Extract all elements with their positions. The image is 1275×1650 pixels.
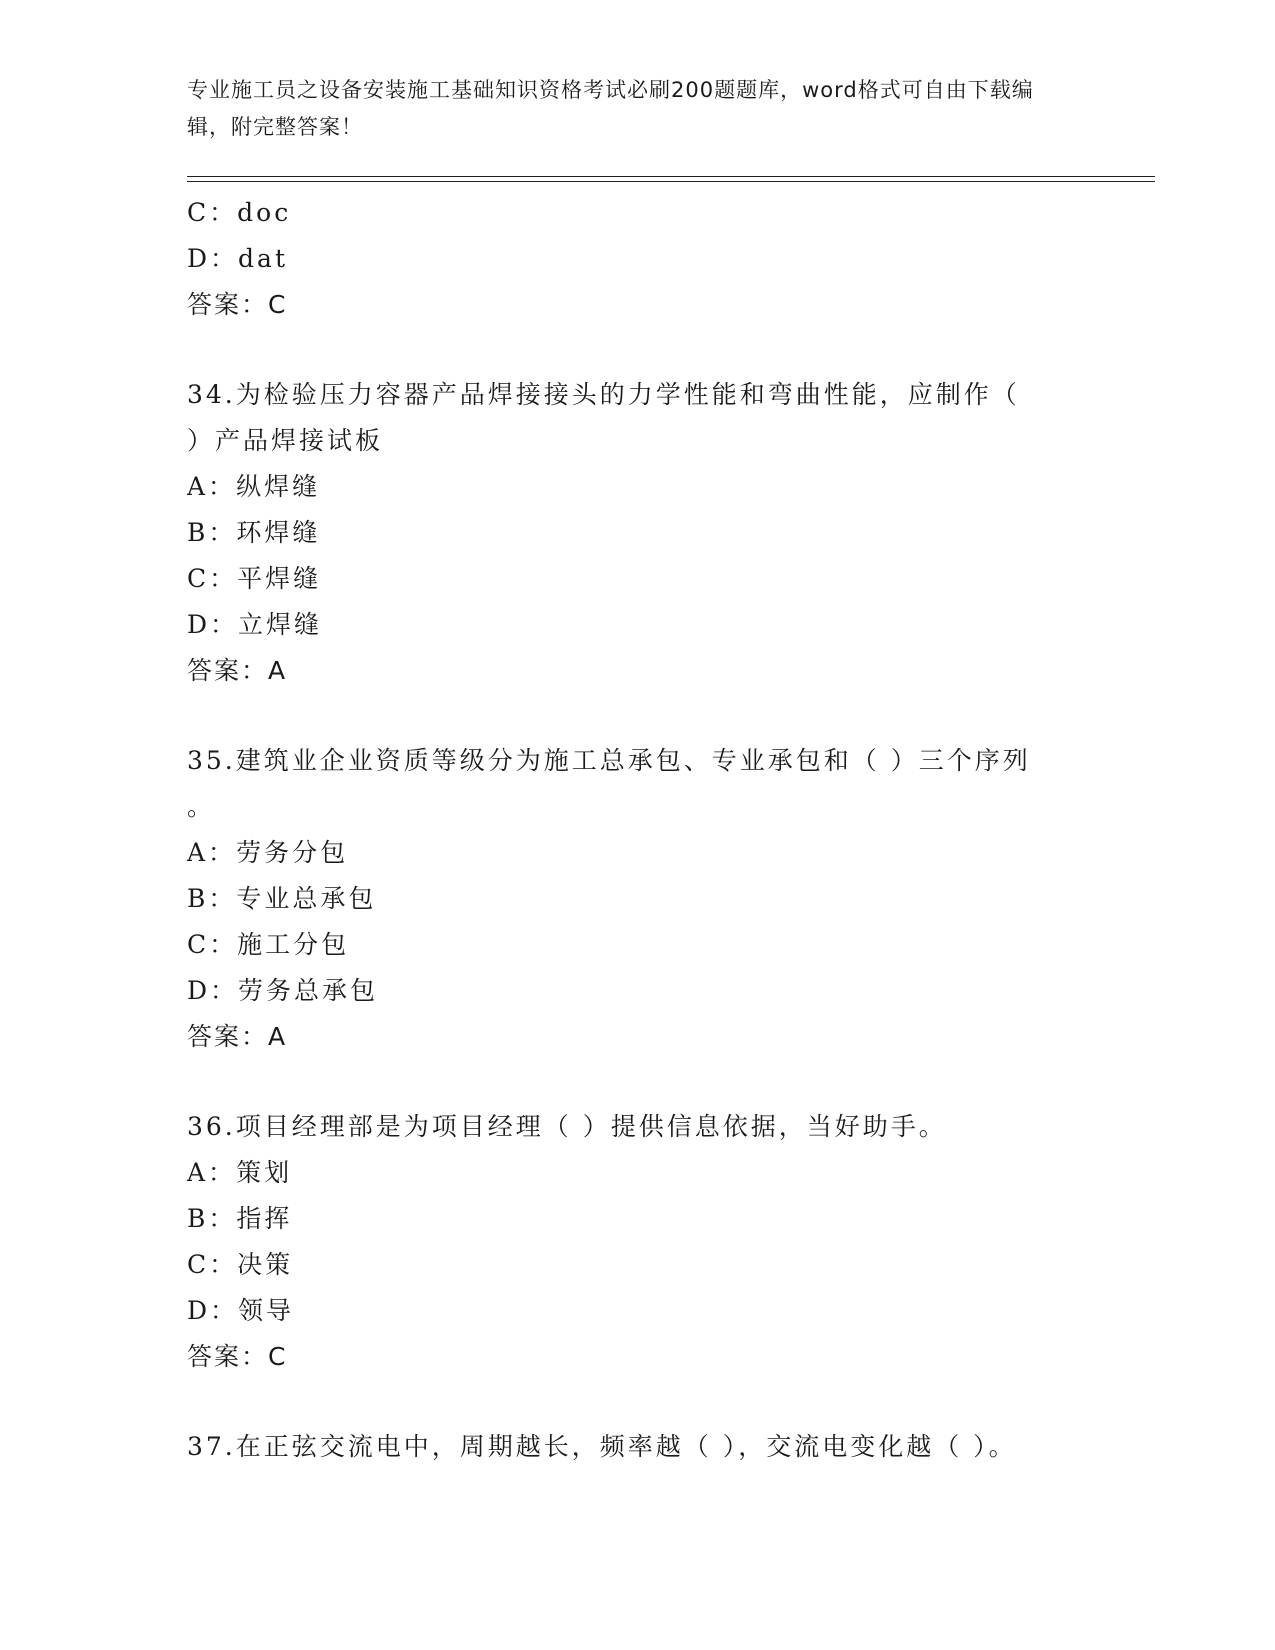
stem-line: 36.项目经理部是为项目经理（ ）提供信息依据，当好助手。	[187, 1112, 947, 1141]
question-stem	[187, 1424, 1067, 1470]
option-text: 劳务分包	[236, 838, 349, 867]
option-text: 平焊缝	[237, 564, 322, 593]
option-label: B：	[187, 1204, 237, 1233]
option-b	[187, 1196, 1087, 1242]
stem-line: ）产品焊接试板	[187, 426, 384, 455]
option-d	[187, 602, 1087, 648]
option-c	[187, 190, 1087, 236]
question-stem	[187, 372, 1067, 464]
option-label: D：	[187, 976, 239, 1005]
option-b	[187, 876, 1087, 922]
option-text: 立焊缝	[238, 610, 323, 639]
answer-line: 答案：C	[187, 1342, 288, 1371]
option-label: C：	[187, 198, 238, 227]
stem-line: 37.在正弦交流电中，周期越长，频率越（ ），交流电变化越（ ）。	[187, 1432, 1017, 1461]
option-c	[187, 922, 1087, 968]
header-divider-top	[187, 176, 1155, 177]
option-text: 决策	[237, 1250, 294, 1279]
option-d	[187, 1288, 1087, 1334]
option-text: 劳务总承包	[238, 976, 379, 1005]
option-text: 环焊缝	[236, 518, 321, 547]
option-label: A：	[187, 838, 237, 867]
option-text: 指挥	[236, 1204, 293, 1233]
option-d	[187, 968, 1087, 1014]
option-a	[187, 1150, 1087, 1196]
header-divider-bottom	[187, 181, 1155, 182]
question-35	[187, 738, 1087, 1060]
option-d	[187, 236, 1087, 282]
option-text: dat	[238, 244, 289, 273]
question-stem	[187, 1104, 1067, 1150]
option-text: doc	[237, 198, 292, 227]
option-text: 施工分包	[237, 930, 350, 959]
option-c	[187, 556, 1087, 602]
question-37	[187, 1424, 1087, 1470]
answer-line: 答案：A	[187, 656, 288, 685]
stem-line: 35.建筑业企业资质等级分为施工总承包、专业承包和（ ）三个序列	[187, 746, 1031, 775]
option-c	[187, 1242, 1087, 1288]
document-header: 专业施工员之设备安装施工基础知识资格考试必刷200题题库，word格式可自由下载编辑，附完整答案！	[187, 78, 1034, 139]
stem-line: 。	[187, 792, 216, 821]
option-text: 策划	[236, 1158, 293, 1187]
option-label: A：	[187, 472, 237, 501]
question-34	[187, 372, 1087, 694]
question-stem	[187, 738, 1067, 830]
option-b	[187, 510, 1087, 556]
question-36	[187, 1104, 1087, 1380]
option-text: 领导	[238, 1296, 295, 1325]
option-text: 专业总承包	[236, 884, 377, 913]
option-label: D：	[187, 610, 239, 639]
document-body	[187, 190, 1087, 1470]
option-label: B：	[187, 884, 237, 913]
option-label: C：	[187, 1250, 238, 1279]
option-label: C：	[187, 930, 238, 959]
answer-line: 答案：C	[187, 290, 288, 319]
option-label: C：	[187, 564, 238, 593]
option-a	[187, 464, 1087, 510]
option-text: 纵焊缝	[236, 472, 321, 501]
answer-line: 答案：A	[187, 1022, 288, 1051]
option-a	[187, 830, 1087, 876]
option-label: A：	[187, 1158, 237, 1187]
stem-line: 34.为检验压力容器产品焊接接头的力学性能和弯曲性能，应制作（	[187, 380, 1020, 409]
carryover-question	[187, 190, 1087, 328]
option-label: D：	[187, 1296, 239, 1325]
option-label: D：	[187, 244, 239, 273]
option-label: B：	[187, 518, 237, 547]
